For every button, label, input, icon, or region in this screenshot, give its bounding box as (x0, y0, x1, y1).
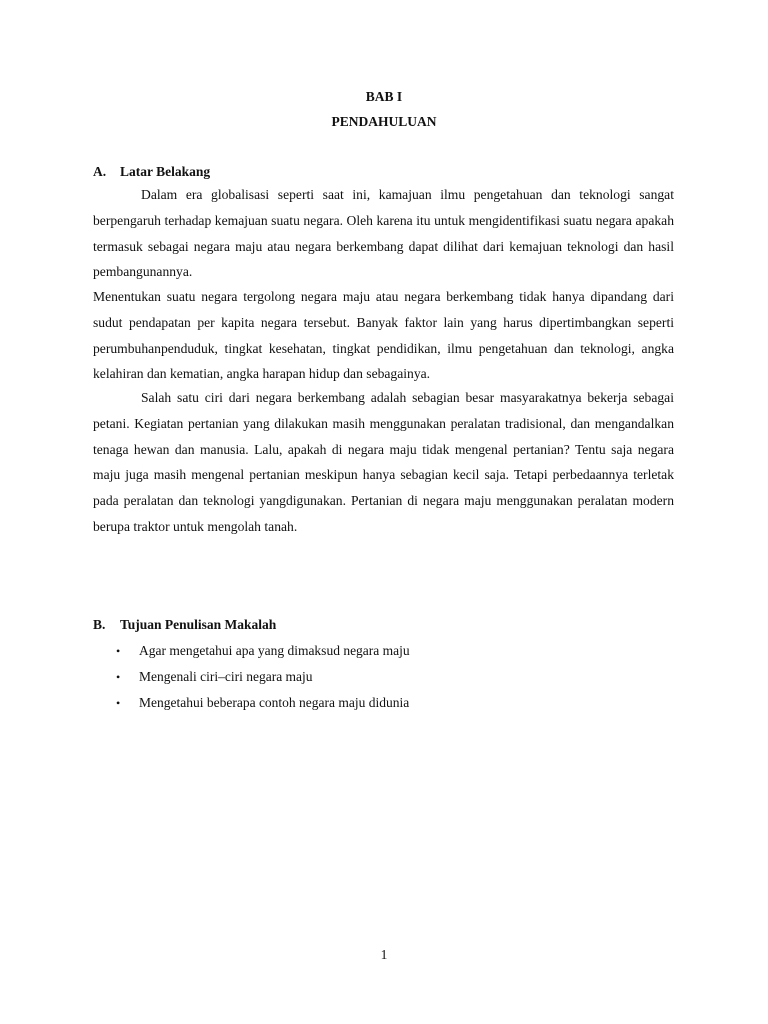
page-number: 1 (380, 947, 388, 962)
section-b-letter: B. (93, 617, 106, 632)
section-a-title: Latar Belakang (120, 164, 211, 179)
list-item (93, 690, 674, 716)
list-item-text: Mengenali ciri–ciri negara maju (139, 669, 313, 684)
section-a-letter: A. (93, 164, 107, 179)
section-b-heading (93, 617, 276, 633)
bullet-icon: • (116, 644, 121, 658)
paragraph-1: Dalam era globalisasi seperti saat ini, kamajuan ilmu pengetahuan dan teknologi sangat berpengaruh terhadap kemajuan suatu negara. Oleh karena itu untuk mengidentifikasi suatu negara apakah termasuk sebagai negara maju atau negara berkembang dapat dilihat dari kemajuan teknologi dan hasil pembangunannya. (93, 187, 674, 280)
bullet-icon: • (116, 670, 121, 684)
objectives-list (93, 638, 674, 716)
chapter-label: BAB I (365, 89, 403, 104)
list-item (93, 638, 674, 664)
paragraph-2: Menentukan suatu negara tergolong negara maju atau negara berkembang tidak hanya dipandang dari sudut pendapatan per kapita negara tersebut. Banyak faktor lain yang harus dipertimbangkan seperti perumbuhanpenduduk, tingkat kesehatan, tingkat pendidikan, ilmu pengetahuan dan teknologi, angka kelahiran dan kematian, angka harapan hidup dan sebagainya. (93, 289, 674, 382)
paragraph-3: Salah satu ciri dari negara berkembang adalah sebagian besar masyarakatnya bekerja sebagai petani. Kegiatan pertanian yang dilakukan masih menggunakan peralatan tradisional, dan mengandalkan tenaga hewan dan manusia. Lalu, apakah di negara maju tidak mengenal pertanian? Tentu saja negara maju juga masih mengenal pertanian meskipun hanya sebagian kecil saja. Tetapi perbedaannya terletak pada peralatan dan teknologi yangdigunakan. Pertanian di negara maju menggunakan peralatan modern berupa traktor untuk mengolah tanah. (93, 390, 674, 534)
list-item-text: Agar mengetahui apa yang dimaksud negara maju (139, 643, 410, 658)
section-a-heading (93, 164, 210, 180)
chapter-title: PENDAHULUAN (331, 114, 437, 129)
section-b-title: Tujuan Penulisan Makalah (120, 617, 277, 632)
bullet-icon: • (116, 696, 121, 710)
list-item (93, 664, 674, 690)
list-item-text: Mengetahui beberapa contoh negara maju didunia (139, 695, 410, 710)
